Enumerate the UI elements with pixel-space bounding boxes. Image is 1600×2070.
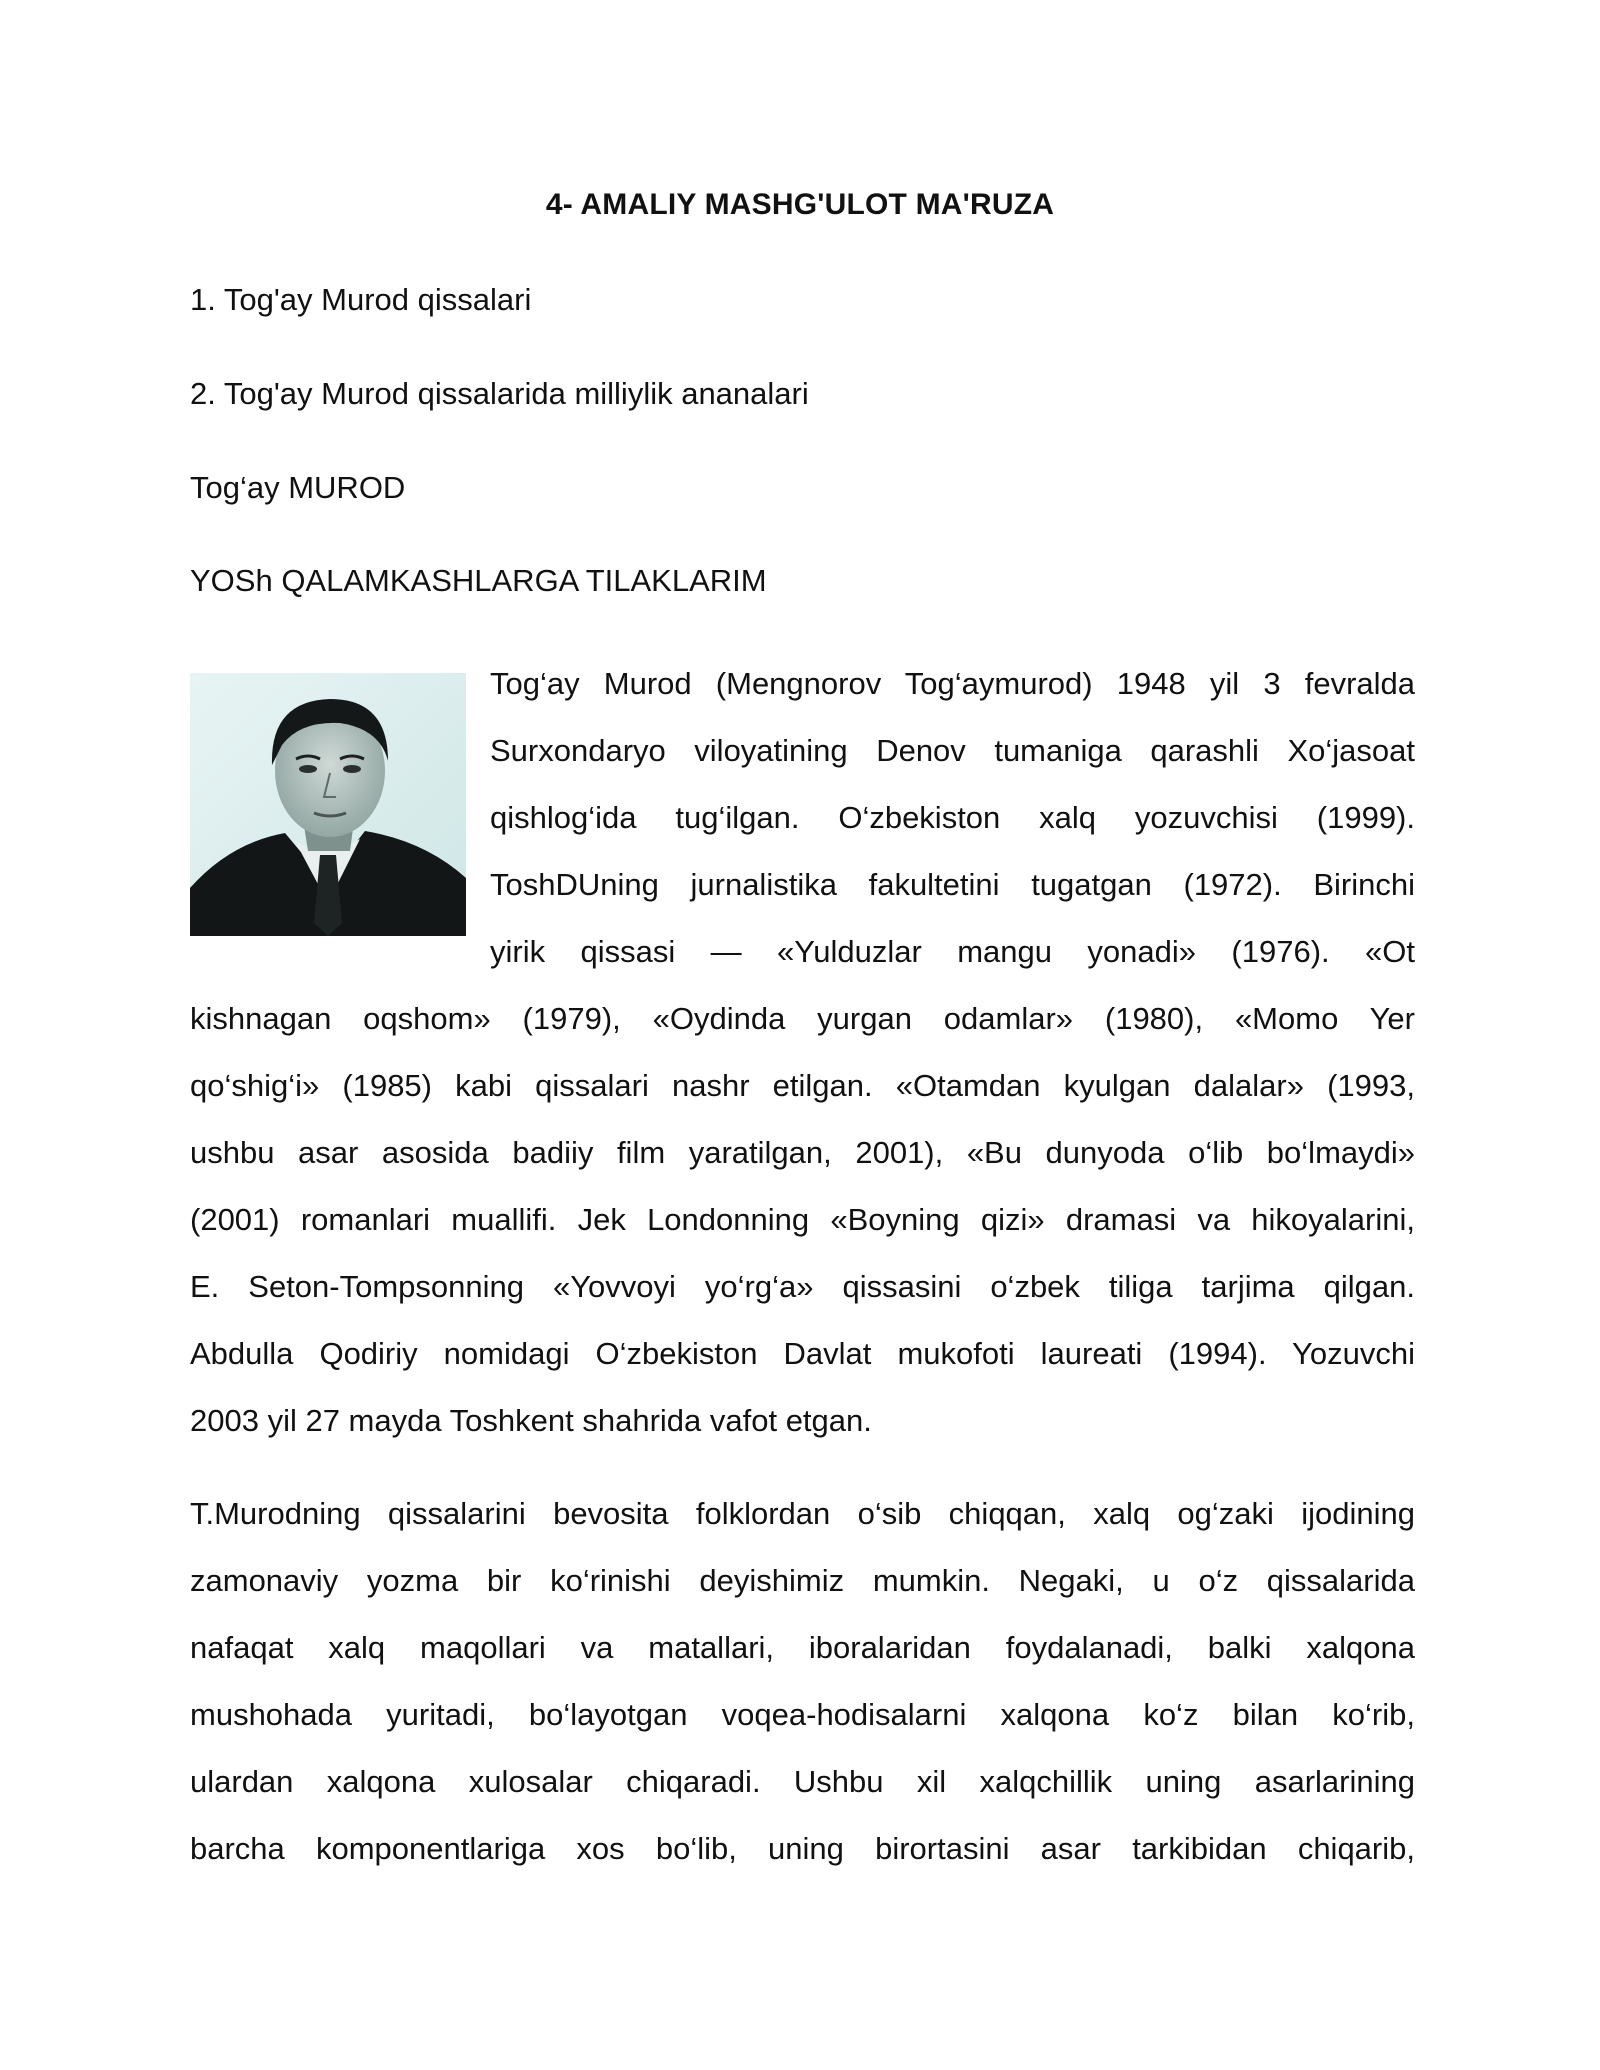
bio-line: yirik qissasi — «Yulduzlar mangu yonadi» (1976). «Ot [490, 934, 1415, 969]
analysis-line: nafaqat xalq maqollari va matallari, iboralaridan foydalanadi, balki xalqona [190, 1630, 1415, 1665]
document-title: 4- AMALIY MASHG'ULOT MA'RUZA [545, 188, 1055, 221]
bio-line: ToshDUning jurnalistika fakultetini tugatgan (1972). Birinchi [490, 867, 1415, 902]
portrait-icon [190, 673, 466, 936]
bio-line: ushbu asar asosida badiiy film yaratilgan, 2001), «Bu dunyoda o‘lib bo‘lmaydi» [190, 1135, 1415, 1170]
analysis-line: ulardan xalqona xulosalar chiqaradi. Ushbu xil xalqchillik uning asarlarining [190, 1764, 1415, 1799]
analysis-line: barcha komponentlariga xos bo‘lib, uning birortasini asar tarkibidan chiqarib, [190, 1831, 1415, 1866]
analysis-line: zamonaviy yozma bir ko‘rinishi deyishimiz mumkin. Negaki, u o‘z qissalarida [190, 1563, 1415, 1598]
bio-line: qishlog‘ida tug‘ilgan. O‘zbekiston xalq yozuvchisi (1999). [490, 800, 1415, 835]
bio-line: 2003 yil 27 mayda Toshkent shahrida vafot etgan. [190, 1403, 872, 1438]
bio-line: (2001) romanlari muallifi. Jek Londonning «Boyning qizi» dramasi va hikoyalarini, [190, 1202, 1415, 1237]
bio-line: kishnagan oqshom» (1979), «Oydinda yurgan odamlar» (1980), «Momo Yer [190, 1001, 1415, 1036]
bio-line: qo‘shig‘i» (1985) kabi qissalari nashr etilgan. «Otamdan kyulgan dalalar» (1993, [190, 1068, 1415, 1103]
analysis-line: mushohada yuritadi, bo‘layotgan voqea-hodisalarni xalqona ko‘z bilan ko‘rib, [190, 1697, 1415, 1732]
bio-line: E. Seton-Tompsonning «Yovvoyi yo‘rg‘a» qissasini o‘zbek tiliga tarjima qilgan. [190, 1269, 1415, 1304]
author-heading: Tog‘ay MUROD [190, 470, 406, 505]
section-heading: YOSh QALAMKASHLARGA TILAKLARIM [190, 563, 767, 598]
bio-line: Abdulla Qodiriy nomidagi O‘zbekiston Davlat mukofoti laureati (1994). Yozuvchi [190, 1336, 1415, 1371]
bio-line: Tog‘ay Murod (Mengnorov Tog‘aymurod) 1948 yil 3 fevralda [490, 666, 1415, 701]
analysis-line: T.Murodning qissalarini bevosita folklordan o‘sib chiqqan, xalq og‘zaki ijodining [190, 1496, 1415, 1531]
topic-1: 1. Tog'ay Murod qissalari [190, 282, 532, 317]
author-portrait-photo [190, 673, 466, 936]
bio-line: Surxondaryo viloyatining Denov tumaniga qarashli Xo‘jasoat [490, 733, 1415, 768]
topic-2: 2. Tog'ay Murod qissalarida milliylik ananalari [190, 376, 809, 411]
